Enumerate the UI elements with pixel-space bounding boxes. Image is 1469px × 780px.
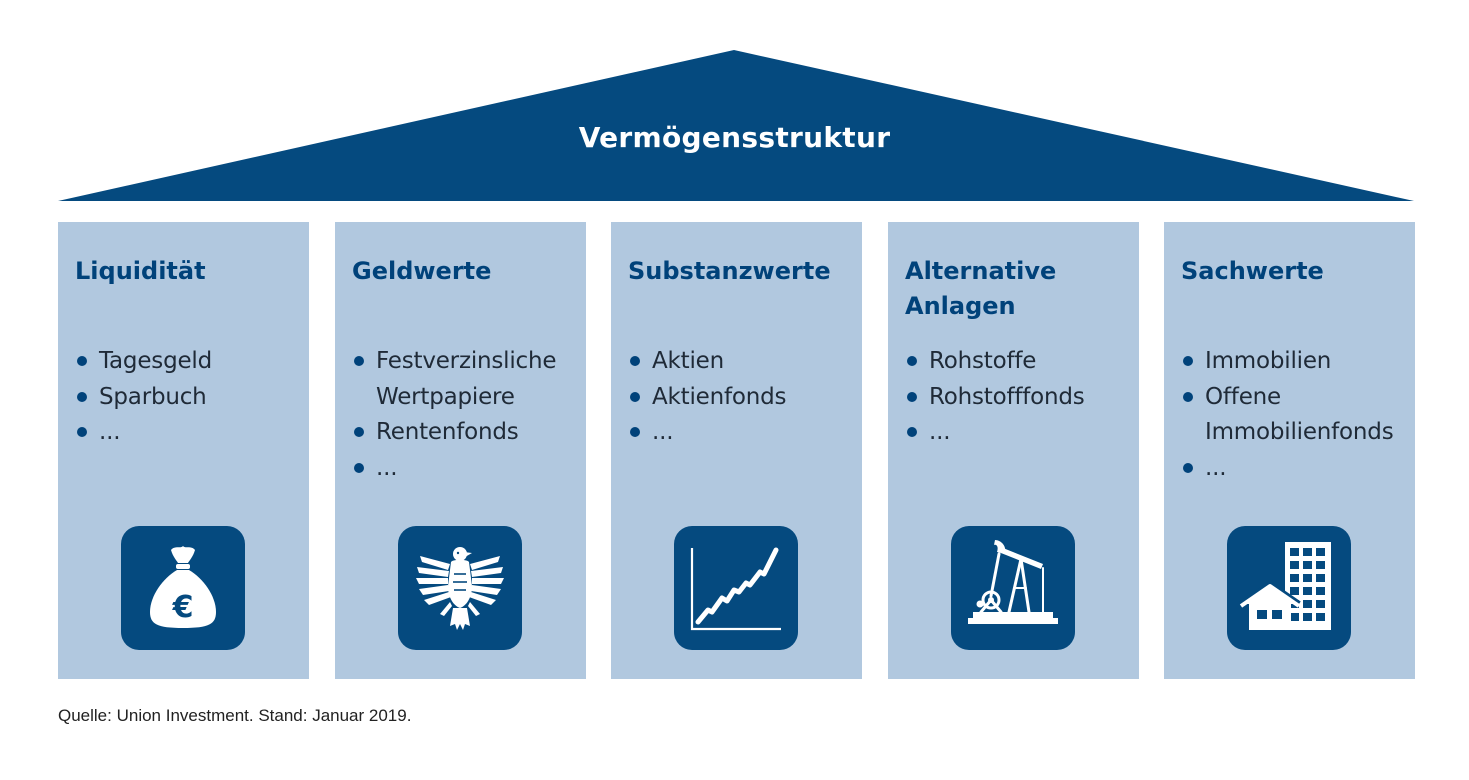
- list-item: ...: [629, 415, 859, 451]
- roof-triangle: [0, 0, 1469, 210]
- pillar-list: [353, 344, 583, 486]
- list-item: Aktien: [629, 344, 859, 380]
- pillar-title: Substanzwerte: [628, 257, 831, 285]
- source-note: Quelle: Union Investment. Stand: Januar 2019.: [58, 706, 412, 725]
- pillar-title: Liquidität: [75, 257, 206, 285]
- oil-pump-icon: [951, 526, 1075, 650]
- money-bag-euro-icon: [121, 526, 245, 650]
- svg-text:€: €: [172, 590, 194, 625]
- pillar-list: [629, 344, 859, 451]
- list-item: Sparbuch: [76, 380, 306, 416]
- pillar-geldwerte: [335, 222, 586, 679]
- pillar-liquiditaet: [58, 222, 309, 679]
- pillar-list: [1182, 344, 1412, 486]
- icon-tile: [1227, 526, 1351, 650]
- buildings-icon: [1227, 526, 1351, 650]
- list-item: Offene Immobilienfonds: [1182, 380, 1412, 451]
- list-item: Rentenfonds: [353, 415, 583, 451]
- pillar-list: [906, 344, 1136, 451]
- federal-eagle-icon: [398, 526, 522, 650]
- pillar-sachwerte: [1164, 222, 1415, 679]
- pillar-title: Alternative Anlagen: [905, 257, 1057, 320]
- pillar-substanzwerte: [611, 222, 862, 679]
- icon-tile: [951, 526, 1075, 650]
- list-item: ...: [76, 415, 306, 451]
- list-item: ...: [1182, 451, 1412, 487]
- icon-tile: [674, 526, 798, 650]
- list-item: Immobilien: [1182, 344, 1412, 380]
- list-item: Festverzinsliche Wertpapiere: [353, 344, 583, 415]
- rising-chart-icon: [674, 526, 798, 650]
- list-item: ...: [906, 415, 1136, 451]
- list-item: ...: [353, 451, 583, 487]
- list-item: Aktienfonds: [629, 380, 859, 416]
- list-item: Tagesgeld: [76, 344, 306, 380]
- pillar-list: [76, 344, 306, 451]
- pillar-title: Geldwerte: [352, 257, 492, 285]
- icon-tile: [398, 526, 522, 650]
- diagram-title: Vermögensstruktur: [578, 121, 891, 154]
- list-item: Rohstofffonds: [906, 380, 1136, 416]
- list-item: Rohstoffe: [906, 344, 1136, 380]
- icon-tile: [121, 526, 245, 650]
- pillar-title: Sachwerte: [1181, 257, 1324, 285]
- pillar-alternative-anlagen: [888, 222, 1139, 679]
